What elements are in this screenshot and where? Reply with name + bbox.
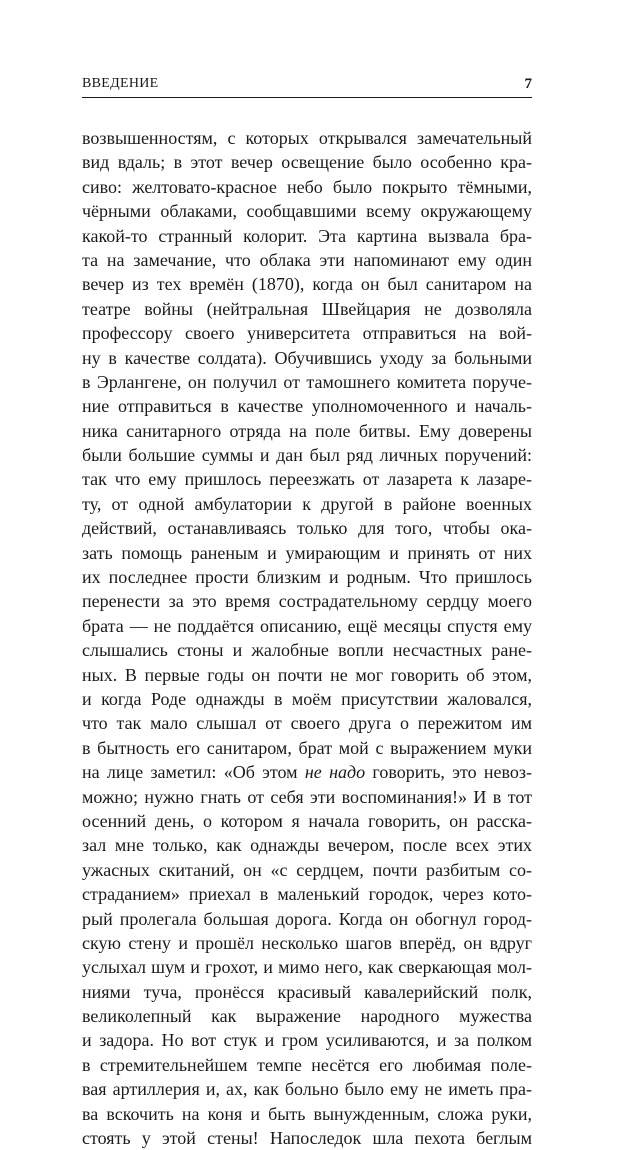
text-line: театре войны (нейтральная Швейцария не дозволяла [82,298,532,319]
text-line: ных. В первые годы он почти не мог говорить об этом, [82,664,532,685]
text-line: зать помощь раненым и умирающим и принять от них [82,542,532,563]
text-line: ва вскочить на коня и быть вынужденным, сложа руки, [82,1103,532,1124]
text-line: слышались стоны и жалобные вопли несчастных ране- [82,640,532,661]
text-line: были большие суммы и дан был ряд личных поручений: [82,445,532,466]
text-line: вая артиллерия и, ах, как больно было ему не иметь пра- [82,1079,532,1100]
text-line: скую стену и прошёл несколько шагов вперёд, он вдруг [82,932,532,953]
text-line: вечер из тех времён (1870), когда он был санитаром на [82,274,532,295]
text-line: перенести за это время сострадательному сердцу моего [82,591,532,612]
text-line: ужасных скитаний, он «с сердцем, почти разбитым со- [82,859,532,880]
text-line-with-emphasis [82,760,532,784]
text-line: брата — не поддаётся описанию, ещё месяцы спустя ему [82,615,532,636]
section-title: ВВЕДЕНИЕ [82,76,159,91]
text-line: что так мало слышал от своего друга о пережитом им [82,713,532,734]
text-line: ника санитарного отряда на поле битвы. Ему доверены [82,420,532,441]
text-segment: говорить, это невоз- [365,762,532,783]
running-head [82,76,532,96]
text-line: чёрными облаками, сообщавшими всему окружающему [82,201,532,222]
text-line: в стремительнейшем темпе несётся его любимая поле- [82,1054,532,1075]
text-line: вид вдаль; в этот вечер освещение было особенно кра- [82,152,532,173]
page-number: 7 [524,76,532,92]
header-rule [82,97,532,98]
text-segment: на лице заметил: «Об этом [82,762,305,783]
text-line: профессору своего университета отправиться на вой- [82,323,532,344]
text-line: страданием» приехал в маленький городок, через кото- [82,884,532,905]
text-line: и задора. Но вот стук и гром усиливаются, и за полком [82,1030,532,1051]
text-line: ну в качестве солдата). Обучившись уходу за больными [82,347,532,368]
text-line: так что ему пришлось переезжать от лазарета к лазаре- [82,469,532,490]
italic-emphasis: не надо [304,762,366,783]
text-line: стоять у этой стены! Напоследок шла пехота беглым [82,1128,532,1149]
text-line: ние отправиться в качестве уполномоченного и началь- [82,396,532,417]
text-line: зал мне только, как однажды вечером, после всех этих [82,835,532,856]
text-line: ниями туча, пронёсся красивый кавалерийский полк, [82,981,532,1002]
text-line: та на замечание, что облака эти напоминают ему один [82,249,532,270]
text-line: рый пролегала большая дорога. Когда он обогнул город- [82,908,532,929]
text-line: великолепный как выражение народного мужества [82,1006,532,1027]
text-line: их последнее прости близким и родным. Что пришлось [82,567,532,588]
text-line: услыхал шум и грохот, и мимо него, как сверкающая мол- [82,957,532,978]
text-line: действий, останавливаясь только для того, чтобы ока- [82,518,532,539]
text-line: какой-то странный колорит. Эта картина вызвала бра- [82,225,532,246]
text-line: и когда Роде однажды в моём присутствии жаловался, [82,688,532,709]
text-line: возвышенностям, с которых открывался замечательный [82,128,532,148]
text-line: сиво: желтовато-красное небо было покрыто тёмными, [82,176,532,197]
text-line: в Эрлангене, он получил от тамошнего комитета поруче- [82,371,532,392]
text-line: осенний день, о котором я начала говорить, он расска- [82,810,532,831]
text-line: в бытность его санитаром, брат мой с выражением муки [82,737,532,758]
body-text [82,126,532,1150]
text-line: ту, от одной амбулатории к другой в районе военных [82,493,532,514]
text-line: можно; нужно гнать от себя эти воспоминания!» И в тот [82,786,532,807]
